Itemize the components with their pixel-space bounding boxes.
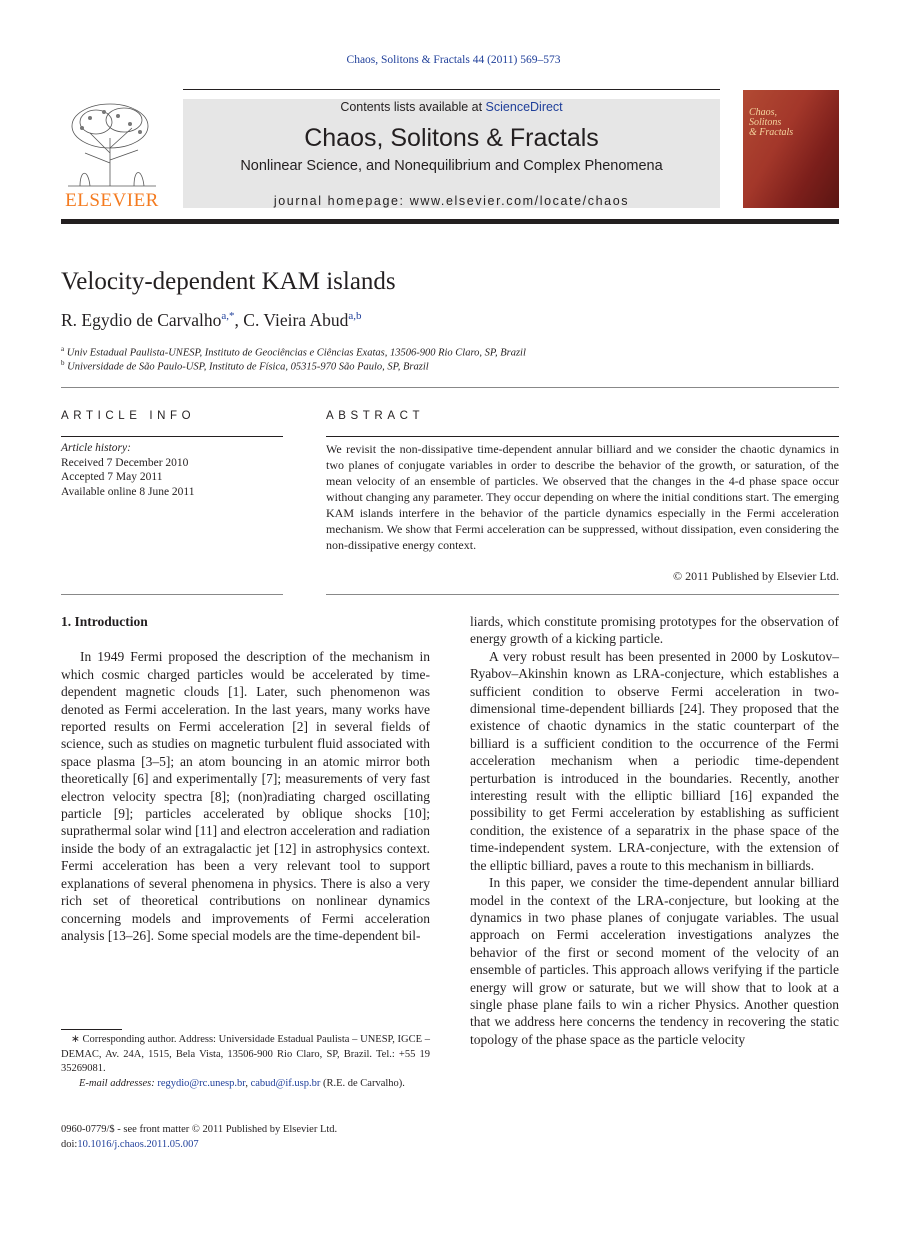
- left-column: [61, 613, 430, 944]
- email-tail: (R.E. de Carvalho).: [320, 1077, 405, 1089]
- body-paragraph: A very robust result has been presented in 2000 by Loskutov–Ryabov–Akinshin known as LRA-conjecture, which establishes a sufficient condition to observe Fermi acceleration in two-dimensional time-dependent billiards [24]. They proposed that the existence of chaotic dynamics in the static counterpart of the billiard is a sufficient condition to the occurrence of the Fermi acceleration mechanism when a periodic time-dependent perturbation is introduced in the boundaries. Recently, another interesting result with the elliptic billiard [16] expanded the possibility to get Fermi acceleration by establishing as sufficient condition, the existence of a separatrix in the phase space of the time-independent system. LRA-conjecture, with the extension of the elliptic billiard, paves a route to this mechanism in billiards.: [470, 648, 839, 873]
- header-rule: [183, 89, 720, 90]
- contents-line: [183, 100, 720, 114]
- cover-title-line: & Fractals: [749, 127, 794, 138]
- journal-citation[interactable]: Chaos, Solitons & Fractals 44 (2011) 569–573: [346, 54, 561, 66]
- received-date: Received 7 December 2010: [61, 456, 189, 469]
- email-label: E-mail addresses:: [79, 1077, 158, 1089]
- section-heading: 1. Introduction: [61, 614, 148, 629]
- front-matter: [61, 1122, 337, 1152]
- header-thick-rule: [61, 219, 839, 224]
- doi-label: doi:: [61, 1139, 78, 1150]
- abstract-copyright: © 2011 Published by Elsevier Ltd.: [673, 569, 839, 583]
- affiliation-text: Univ Estadual Paulista-UNESP, Instituto de Geociências e Ciências Exatas, 13506-900 Rio Claro, SP, Brazil: [66, 347, 526, 359]
- abstract-heading: ABSTRACT: [326, 410, 425, 422]
- author-list: [61, 310, 362, 331]
- email-separator: ,: [245, 1077, 251, 1089]
- journal-homepage: [183, 194, 720, 208]
- journal-cover[interactable]: [743, 90, 839, 208]
- affiliation-text: Universidade de São Paulo-USP, Instituto de Física, 05315-970 São Paulo, SP, Brazil: [67, 361, 429, 373]
- email-link[interactable]: cabud@if.usp.br: [250, 1077, 321, 1089]
- footnote-rule: [61, 1029, 122, 1030]
- email-line: [61, 1077, 430, 1092]
- article-title: Velocity-dependent KAM islands: [61, 268, 396, 295]
- elsevier-logo[interactable]: [60, 98, 164, 210]
- online-date: Available online 8 June 2011: [61, 485, 195, 498]
- email-link[interactable]: regydio@rc.unesp.br: [157, 1077, 246, 1089]
- doi-line: [61, 1137, 337, 1152]
- body-paragraph: In 1949 Fermi proposed the description of the mechanism in which cosmic charged particles would be accelerated by time-dependent magnetic clouds [1]. Later, such phenomenon was denoted as Fermi acceleration. In the last years, many works have reported results on Fermi acceleration [2] in several fields of science, such as studies on magnetic turbulent fluid associated with space plasma [3–5]; an atom bouncing in an atomic mirror both theoretically [6] and experimentally [7]; measurements of very fast electron velocity spectra [8]; (non)radiating charged oscillating particle [9]; particles accelerated by oblique shocks [10]; suprathermal solar wind [11] and electron acceleration and radiation inside the body of an extragalactic jet [12] in astrophysics context. Fermi acceleration has been a very relevant tool to support explanations of several phenomena in physics. There is also a very rich set of theoretical contributions on nonlinear dynamics concerning models and improvements of Fermi acceleration analysis [13–26]. Some special models are the time-dependent bil-: [61, 649, 430, 943]
- contents-prefix: Contents lists available at: [340, 100, 486, 114]
- divider: [326, 594, 839, 595]
- affiliation-marker: a: [61, 345, 65, 353]
- divider: [61, 594, 283, 595]
- homepage-link[interactable]: www.elsevier.com/locate/chaos: [409, 194, 630, 208]
- footnote: [61, 1033, 430, 1091]
- issn-line: 0960-0779/$ - see front matter © 2011 Published by Elsevier Ltd.: [61, 1124, 338, 1135]
- journal-subtitle: Nonlinear Science, and Nonequilibrium and Complex Phenomena: [240, 158, 663, 174]
- affiliation-marker: b: [61, 359, 65, 367]
- divider: [326, 436, 839, 437]
- body-paragraph: In this paper, we consider the time-dependent annular billiard model in the context of the LRA-conjecture, but looking at the dynamics in two phase planes of conjugate variables. The usual approach on Fermi acceleration investigations analyzes the behavior of the first or second moment of the velocity of an ensemble of particles. This approach allows verifying if the particle energy will grow or saturate, but we will show that to look at a single phase plane fails to win a richer Physics. Another question that we address here concerns the tendency in recovering the static topology of the phase space as the particle velocity: [470, 875, 839, 1047]
- author-name: R. Egydio de Carvalho: [61, 310, 222, 330]
- abstract-text: We revisit the non-dissipative time-dependent annular billiard and we consider the chaotic dynamics in two planes of conjugate variables in order to describe the behavior of the growth, or saturation, of the mean velocity of an ensemble of particles. We observed that the changes in the 4-d phase space occur without changing any parameter. They occur depending on where the initial conditions start. The emerging KAM islands interfere in the behavior of the particle dynamics especially in the Fermi acceleration mechanism. We show that Fermi acceleration can be suppressed, without dissipation, even considering the non-dissipative energy context.: [326, 442, 839, 552]
- publisher-name: ELSEVIER: [65, 190, 159, 211]
- homepage-prefix: journal homepage:: [273, 194, 410, 208]
- cover-title-line: Solitons: [749, 117, 782, 128]
- author-affiliation-marker[interactable]: a,*: [221, 310, 235, 323]
- cover-title: [749, 108, 793, 138]
- article-info-heading: ARTICLE INFO: [61, 410, 196, 422]
- author-separator: ,: [234, 310, 244, 330]
- divider: [61, 387, 839, 388]
- doi-link[interactable]: 10.1016/j.chaos.2011.05.007: [77, 1139, 199, 1150]
- body-paragraph: liards, which constitute promising prototypes for the observation of energy growth of a kicking particle.: [470, 614, 839, 647]
- journal-title: Chaos, Solitons & Fractals: [304, 124, 599, 152]
- affiliation-a: [61, 345, 526, 359]
- right-column: [470, 613, 839, 1048]
- article-history: [61, 441, 195, 499]
- author-affiliation-marker[interactable]: a,b: [348, 310, 362, 323]
- divider: [61, 436, 283, 437]
- affiliation-b: [61, 359, 429, 373]
- journal-banner: [183, 99, 720, 208]
- corresponding-author-note: ∗ Corresponding author. Address: Universidade Estadual Paulista – UNESP, IGCE – DEMAC, Av. 24A, 1515, Bela Vista, 13506-900 Rio Claro, SP, Brazil. Tel.: +55 19 35269081.: [61, 1034, 430, 1074]
- history-label: Article history:: [61, 442, 131, 454]
- author-name: C. Vieira Abud: [243, 310, 349, 330]
- cover-title-line: Chaos,: [749, 107, 778, 118]
- sciencedirect-link[interactable]: ScienceDirect: [485, 100, 563, 114]
- accepted-date: Accepted 7 May 2011: [61, 471, 163, 483]
